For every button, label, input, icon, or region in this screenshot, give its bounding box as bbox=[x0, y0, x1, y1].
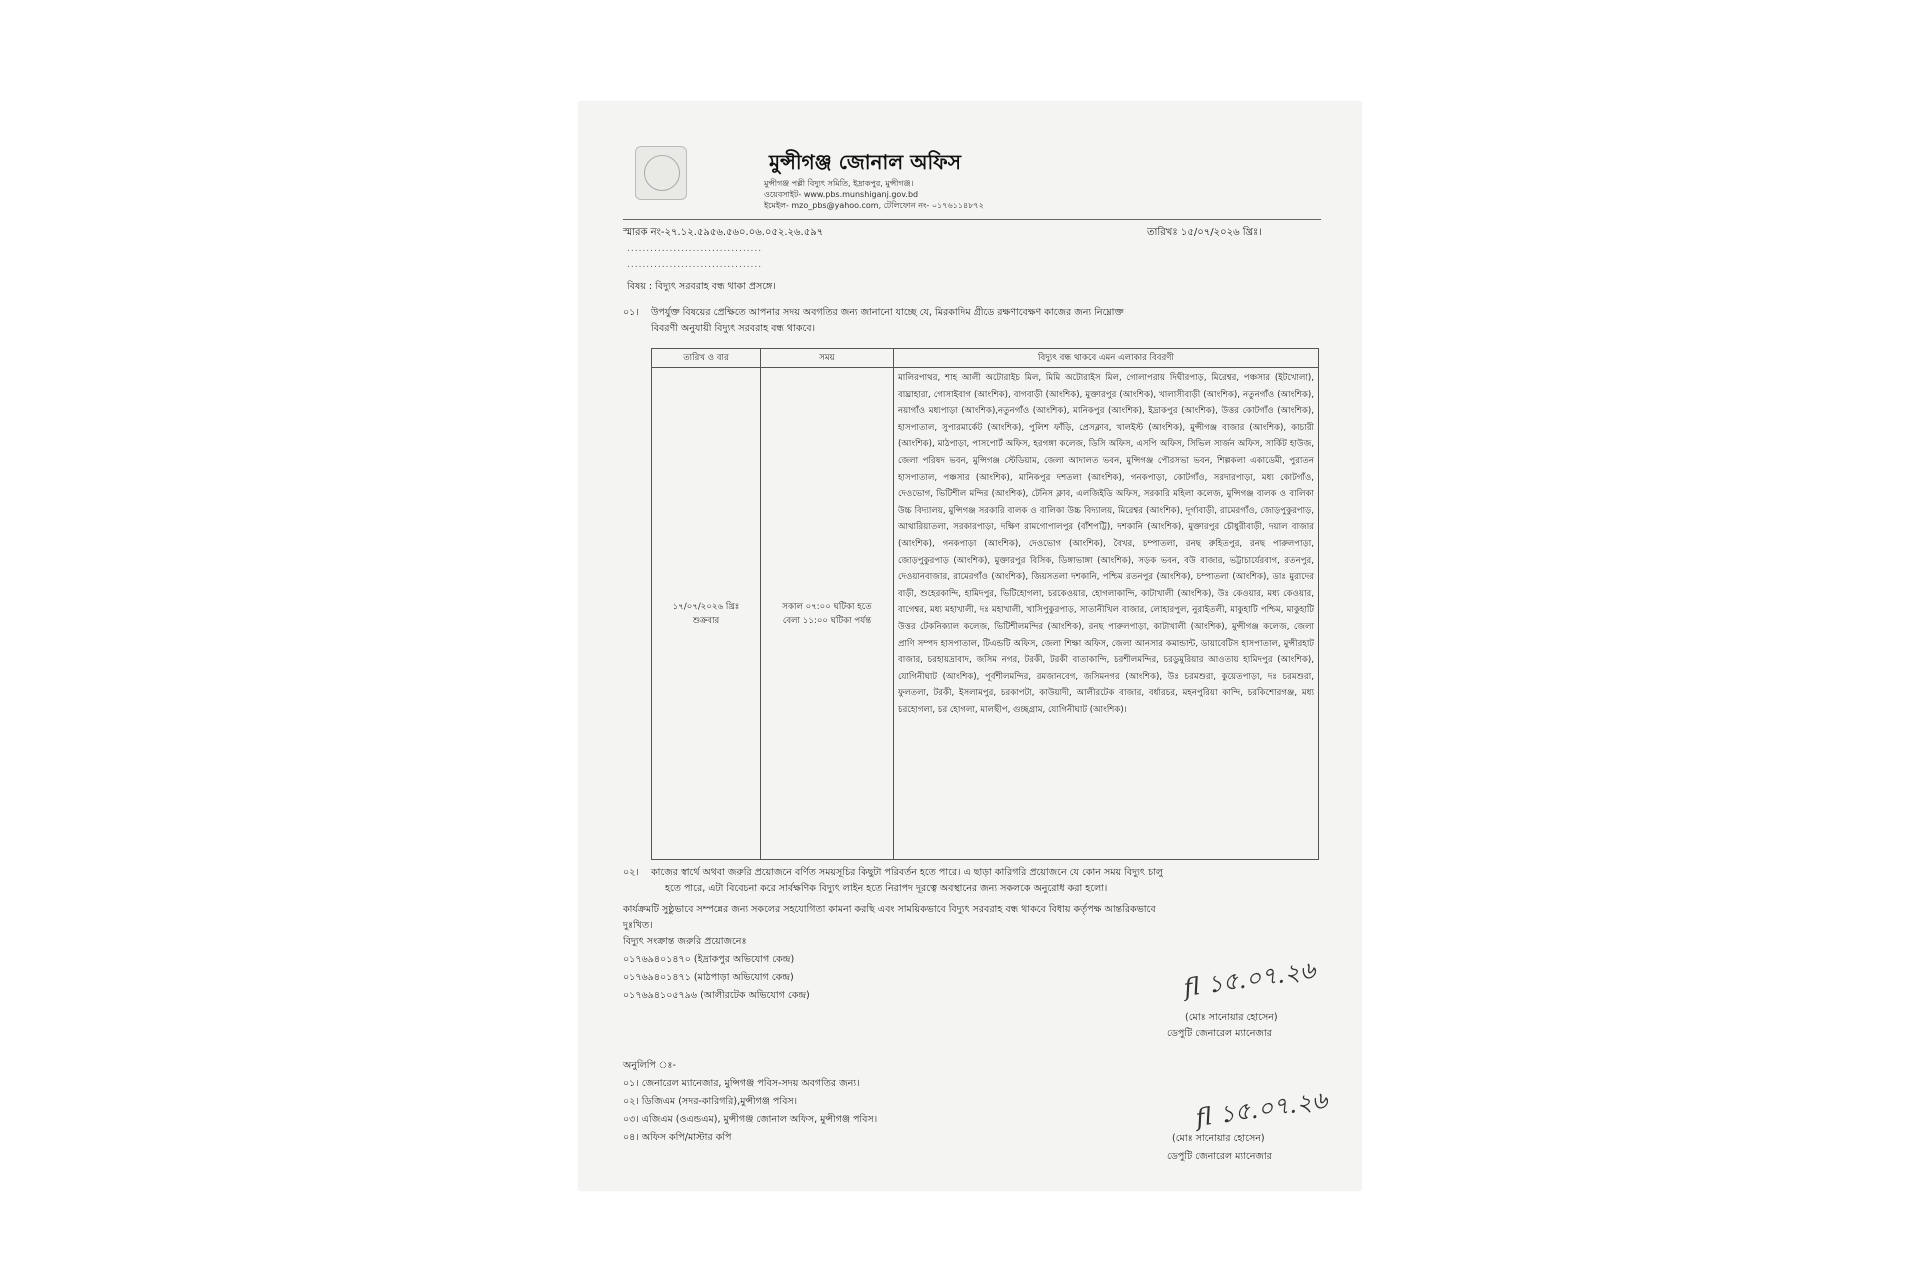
org-contact: ইমেইল- mzo_pbs@yahoo.com, টেলিফোন নং- ০১৭৬১১৪৮৭২ bbox=[764, 201, 984, 210]
org-address: মুন্সীগঞ্জ পল্লী বিদ্যুৎ সমিতি, ইদ্রাকপুর, মুন্সীগঞ্জ। bbox=[764, 179, 914, 188]
signatory-title-2: ডেপুটি জেনারেল ম্যানেজার bbox=[1167, 1151, 1272, 1162]
recipient-blank-1: ................................... bbox=[627, 244, 763, 254]
contact-mathpara: ০১৭৬৯৪০১৪৭১ (মাঠপাড়া অভিযোগ কেন্দ্র) bbox=[623, 972, 794, 983]
para2-number: ০২। bbox=[623, 867, 639, 878]
memo-subject: বিষয় : বিদ্যুৎ সরবরাহ বন্ধ থাকা প্রসঙ্গে। bbox=[627, 281, 776, 292]
col-header-date: তারিখ ও বার bbox=[652, 349, 761, 368]
memo-date: তারিখঃ ১৫/০৭/২০২৬ খ্রিঃ। bbox=[1147, 227, 1262, 238]
col-header-time: সময় bbox=[761, 349, 894, 368]
para1-line1: উপর্যুক্ত বিষয়ের প্রেক্ষিতে আপনার সদয় অবগতির জন্য জানানো যাচ্ছে যে, মিরকাদিম গ্রীডে রক্ষণাবেক্ষণ কাজের জন্য নিম্নোক্ত bbox=[651, 307, 1124, 318]
para1-number: ০১। bbox=[623, 307, 639, 318]
signature-scrawl-2: ﬂ ১৫.০৭.২৬ bbox=[1193, 1085, 1330, 1133]
outage-areas: মালিরপাথর, শাহ আলী অটোরাইচ মিল, মিমি অটোরাইস মিল, গোলাপরায় দিঘীরপাড়, মিরেশ্বর, পঞ্চসার (ইটখোলা), বাঘ্রাহারা, গোসাইবাগ (আংশিক), বাগবাড়ী (আংশিক), মুক্তারপুর (আংশিক), খালাসীবাড়ী (আংশিক), নতুনগাঁও (আংশিক), নয়াগাঁও মধ্যপাড়া (আংশিক),নতুনগাঁও (আংশিক), মানিকপুর (আংশিক), ইদ্রাকপুর (আংশিক), উত্তর কোটগাঁও (আংশিক), হাসপাতাল, সুপারমার্কেট (আংশিক), পুলিশ ফাঁড়ি, প্রেসক্লাব, খালইস্ট (আংশিক), মুন্সীগঞ্জ বাজার (আংশিক), কাচারী (আংশিক), মাঠপাড়া, পাসপোর্ট অফিস, হরগঙ্গা কলেজ, ডিসি অফিস, এসপি অফিস, সিভিল সার্জন অফিস, সার্কিট হাউজ, জেলা পরিষদ ভবন, মুন্সিগঞ্জ স্টেডিয়াম, জেলা আদালত ভবন, মুন্সিগঞ্জ পৌরসভা ভবন, শিল্পকলা একাডেমী, পুরাতন হাসপাতাল, পঞ্চসার (আংশিক), মানিকপুর দশতলা (আংশিক), গনকপাড়া, কোটগাঁও, সরদারপাড়া, মধ্য কোটগাঁও, দেওভোগ, ভিটিশীল মন্দির (আংশিক), টেনিস ক্লাব, এলজিইডি অফিস, সরকারি মহিলা কলেজ, মুন্সিগঞ্জ বালক ও বালিকা উচ্চ বিদ্যালয়, মুন্সিগঞ্জ সরকারি বালক ও বালিকা উচ্চ বিদ্যালয়, মিরেশ্বর (আংশিক), দূর্গাবাড়ী, রামেরগাঁও, জোড়পুকুরপাড়, আথারিয়াতলা, সরকারপাড়া, দক্ষিণ রামগোপালপুর (বাঁশপট্টি), দশকানি (আংশিক), মুক্তারপুর চৌধুরীবাড়ী, দয়াল বাজার (আংশিক), গনকপাড়া (আংশিক), দেওভোগ (আংশিক), বৈখর, চম্পাতলা, রনছ রুহিতপুর, রনছ পারুলপাড়া, জোড়পুকুরপাড় (আংশিক), মুক্তারপুর বিসিক, ডিঙ্গাভাঙ্গা (আংশিক), সড়ক ভবন, বউ বাজার, ভট্টাচার্যেরবাগ, রতনপুর, দেওয়ানবাজার, রামেরগাঁও (আংশিক), জিয়সতলা দশকানি, পশ্চিম রতনপুর (আংশিক), চম্পাতলা (আংশিক), ডাঃ মুরাদের বাড়ী, শুহেরকান্দি, হামিদপুর, ভিটিহোগলা, চরকেওয়ার, হোগলাকান্দি, কাটাখালী (আংশিক), উঃ কেওয়ার, মধ্য কেওয়ার, বাগেশ্বর, মধ্য মহাখালী, দঃ মহাখালী, খাসিপুকুরপাড়, সাতানীখিল বাজার, লোহারপুল, নুরাইতলী, মাকুহাটি পশ্চিম, মাকুহাটি উত্তর টেকনিক্যাল কলেজ, ভিটিশীলমন্দির (আংশিক), রনছ পারুলপাড়া, কাটাখালী (আংশিক), মুন্সীগঞ্জ কলেজ, জেলা প্রাণি সম্পদ হাসপাতাল, টিএন্ডটি অফিস, জেলা শিক্ষা অফিস, জেলা আনসার কমান্ডান্ট, ডায়াবেটিস হাসপাতাল, মুন্সীরহাট বাজার, চরহায়দ্রাবাদ, জসিম নগর, টরকী, টরকী বাতাকান্দি, চরশীলমন্দির, চরডুমুরিয়ার আওতায় হামিদপুর (আংশিক), যোগিনীঘাট (আংশিক), পূর্বশীলমন্দির, রমজানবেগ, জসিমনগর (আংশিক), উঃ চরমশুরা, কুয়েতপাড়া, দঃ চরমশুরা, ফুলতলা, টরকী, ইসলামপুর, চরকাপটা, কাউয়াদী, আলীরটেক বাজার, বর্ধারচর, মহনপুরিয়া কান্দি, চরকিশোরগঞ্জ, মধ্য চরহোগলা, চর হোগলা, মালছীপ, গুচ্ছগ্রাম, যোগিনীঘাট (আংশিক)। bbox=[894, 368, 1319, 860]
copy-item: ০১। জেনারেল ম্যানেজার, মুন্সিগঞ্জ পবিস-সদয় অবগতির জন্য। bbox=[623, 1078, 860, 1089]
signatory-title-1: ডেপুটি জেনারেল ম্যানেজার bbox=[1167, 1028, 1272, 1039]
table-header-row bbox=[652, 349, 1319, 368]
signatory-name-1: (মোঃ সানোয়ার হোসেন) bbox=[1185, 1012, 1278, 1023]
contact-alirtek: ০১৭৬৯৪১০৫৭৯৬ (আলীরটেক অভিযোগ কেন্দ্র) bbox=[623, 990, 810, 1001]
para2-line2: হতে পারে, এটা বিবেচনা করে সার্বক্ষণিক বিদ্যুৎ লাইন হতে নিরাপদ দূরত্বে অবস্থানের জন্য সকলকে অনুরোধ করা হলো। bbox=[665, 883, 1108, 894]
outage-schedule-table bbox=[651, 348, 1319, 860]
org-website: ওয়েবসাইট- www.pbs.munshiganj.gov.bd bbox=[764, 190, 919, 199]
copy-item: ০৪। অফিস কপি/মাস্টার কপি bbox=[623, 1132, 732, 1143]
para3-line1: কার্যক্রমটি সুষ্ঠুভাবে সম্পন্নের জন্য সকলের সহযোগিতা কামনা করছি এবং সাময়িকভাবে বিদ্যুৎ সরবরাহ বন্ধ থাকবে বিধায় কর্তৃপক্ষ আন্তরিকভাবে bbox=[623, 904, 1156, 915]
outage-time-start: সকাল ০৭:০০ ঘটিকা হতে bbox=[782, 601, 872, 612]
org-name: মুন্সীগঞ্জ জোনাল অফিস bbox=[769, 150, 962, 174]
para2-line1: কাজের স্বার্থে অথবা জরুরি প্রয়োজনে বর্ণিত সময়সূচির কিছুটা পরিবর্তন হতে পারে। এ ছাড়া কারিগরি প্রয়োজনে যে কোন সময় বিদ্যুৎ চালু bbox=[651, 867, 1163, 878]
contact-idrakpur: ০১৭৬৯৪০১৪৭০ (ইদ্রাকপুর অভিযোগ কেন্দ্র) bbox=[623, 954, 795, 965]
pbs-logo-icon bbox=[635, 146, 687, 200]
recipient-blank-2: ................................... bbox=[627, 260, 763, 270]
copies-heading: অনুলিপি ঃ- bbox=[623, 1060, 676, 1071]
document-page bbox=[579, 102, 1361, 1190]
memo-reference: স্মারক নং-২৭.১২.৫৯৫৬.৫৬০.০৬.০৫২.২৬.৫৯৭ bbox=[623, 227, 824, 238]
header-divider bbox=[623, 219, 1321, 220]
cell-date bbox=[652, 368, 761, 860]
signatory-name-2: (মোঃ সানোয়ার হোসেন) bbox=[1172, 1133, 1265, 1144]
copy-item: ০২। ডিজিএম (সদর-কারিগরি),মুন্সীগঞ্জ পবিস। bbox=[623, 1096, 798, 1107]
outage-time-end: বেলা ১১:০০ ঘটিকা পর্যন্ত bbox=[782, 615, 872, 626]
col-header-area: বিদ্যুৎ বন্ধ থাকবে এমন এলাকার বিবরণী bbox=[894, 349, 1319, 368]
para1-line2: বিবরণী অনুযায়ী বিদ্যুৎ সরবরাহ বন্ধ থাকবে। bbox=[651, 323, 815, 334]
outage-date: ১৭/০৭/২০২৬ খ্রিঃ bbox=[672, 601, 740, 612]
para3-line2: দুঃখিত। bbox=[623, 920, 653, 931]
signature-scrawl-1: ﬂ ১৫.০৭.২৬ bbox=[1181, 955, 1318, 1003]
cell-time bbox=[761, 368, 894, 860]
copy-item: ০৩। এজিএম (ওএন্ডএম), মুন্সীগঞ্জ জোনাল অফিস, মুন্সীগঞ্জ পবিস। bbox=[623, 1114, 878, 1125]
outage-day: শুক্রবার bbox=[692, 615, 720, 626]
table-row bbox=[652, 368, 1319, 860]
contact-title: বিদ্যুৎ সংক্রান্ত জরুরি প্রয়োজনেঃ bbox=[623, 936, 747, 947]
